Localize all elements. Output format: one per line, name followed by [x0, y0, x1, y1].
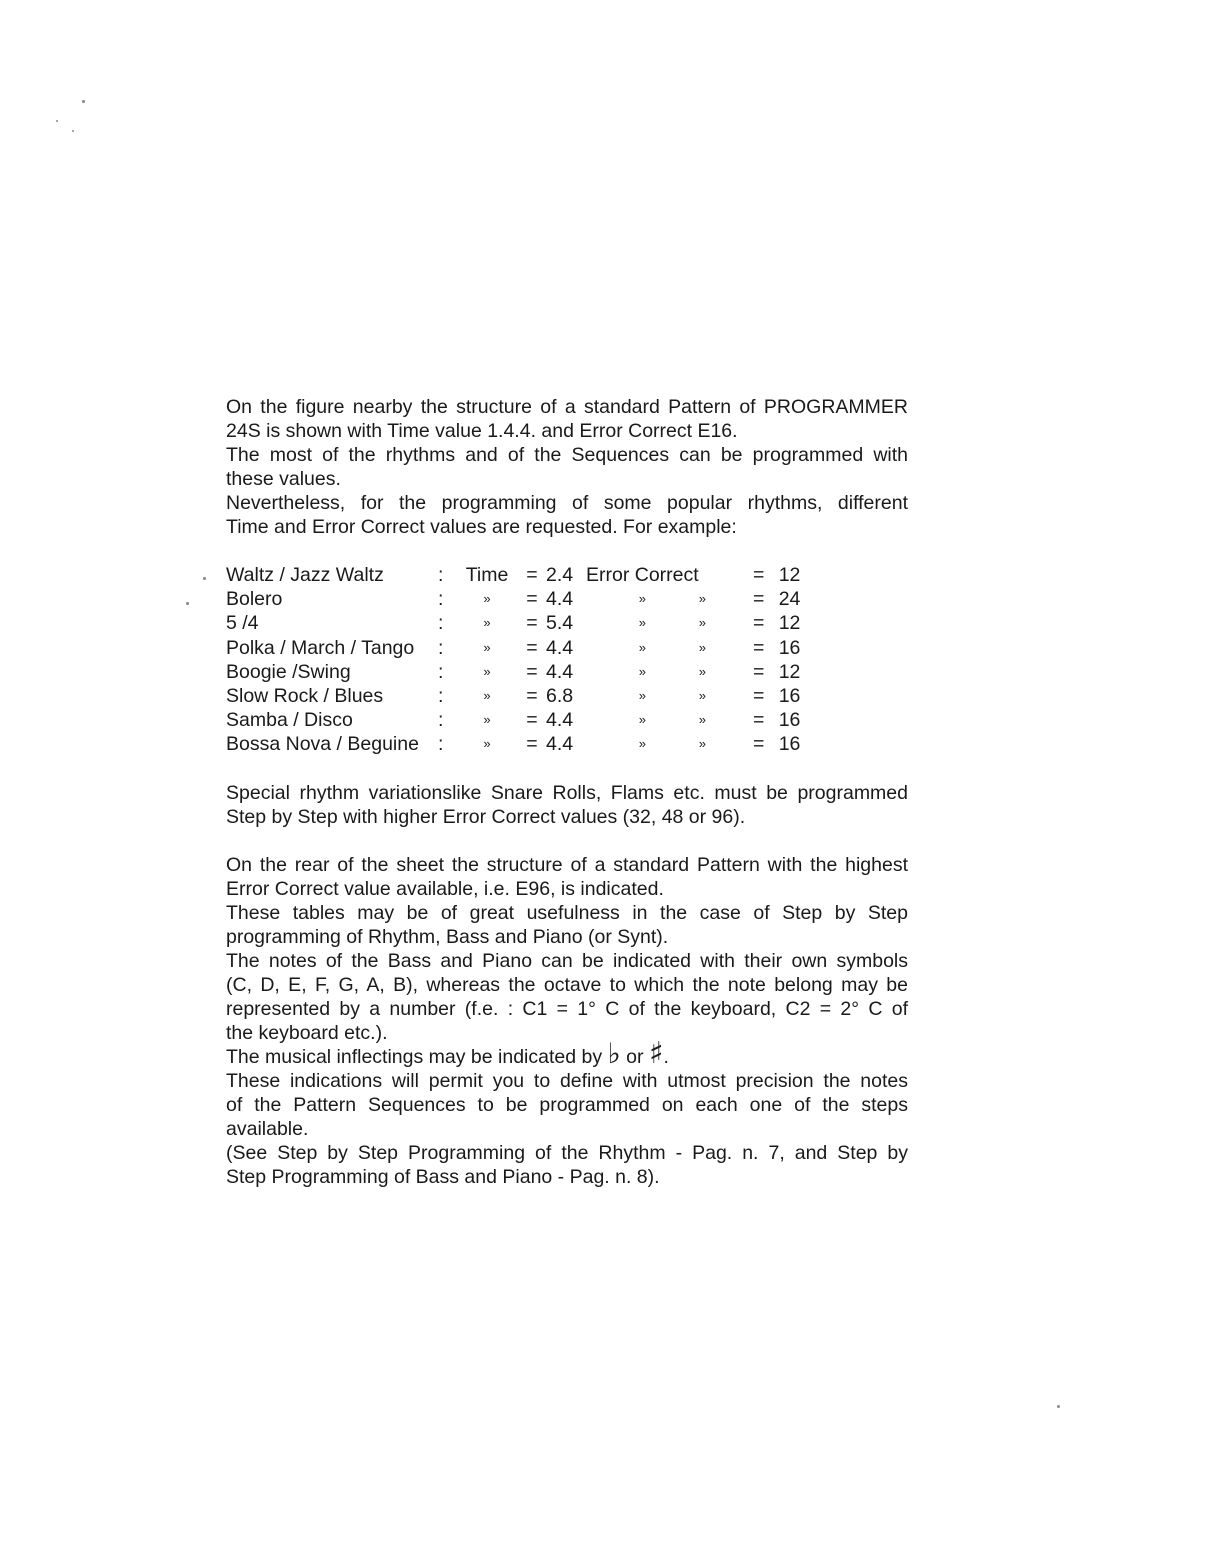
rear-line: Step Programming of Bass and Piano - Pag. n. 8).	[226, 1165, 660, 1188]
rear-line: the keyboard etc.).	[226, 1021, 388, 1044]
time-label: »	[483, 639, 491, 655]
error-correct-label: Error Correct	[586, 564, 699, 586]
rear-line: The notes of the Bass and Piano can be indicated with their own symbols	[226, 949, 908, 972]
error-correct-ditto: »	[698, 712, 706, 728]
time-equals: =	[526, 685, 538, 708]
colon-separator: :	[438, 709, 444, 732]
error-correct-equals: =	[752, 709, 765, 732]
rhythm-name: Bolero	[226, 588, 283, 611]
scan-speck	[82, 100, 85, 103]
sharp-symbol-icon: ♯	[648, 1035, 664, 1071]
time-label: »	[483, 663, 491, 679]
rear-paragraph	[226, 853, 908, 1189]
rhythm-values-table	[226, 563, 819, 757]
colon-separator: :	[438, 733, 444, 756]
error-correct-ditto: »	[698, 591, 706, 607]
rear-line: available.	[226, 1117, 309, 1140]
table-row	[226, 660, 819, 684]
intro-line: these values.	[226, 468, 341, 490]
intro-line: Nevertheless, for the programming of some popular rhythms, different	[226, 492, 908, 514]
rhythm-name: Bossa Nova / Beguine	[226, 733, 419, 756]
intro-line: On the figure nearby the structure of a standard Pattern of PROGRAMMER	[226, 396, 908, 418]
time-label: »	[483, 712, 491, 728]
error-correct-label: »	[638, 591, 646, 607]
table-row	[226, 708, 819, 732]
error-correct-ditto: »	[698, 663, 706, 679]
error-correct-equals: =	[752, 685, 765, 708]
inflections-end: .	[663, 1045, 669, 1068]
time-equals: =	[526, 660, 538, 683]
time-equals: =	[526, 612, 538, 635]
rhythm-name: Boogie /Swing	[226, 660, 351, 683]
time-label: »	[483, 615, 491, 631]
colon-separator: :	[438, 588, 444, 611]
rhythm-name: Polka / March / Tango	[226, 636, 415, 659]
scan-speck	[203, 577, 206, 580]
scan-speck	[56, 120, 58, 122]
error-correct-ditto: »	[698, 615, 706, 631]
colon-separator: :	[438, 564, 444, 586]
error-correct-ditto	[699, 563, 739, 587]
error-correct-equals: =	[752, 733, 765, 756]
error-correct-label: »	[638, 615, 646, 631]
rear-line: Error Correct value available, i.e. E96, is indicated.	[226, 877, 664, 900]
error-correct-value: 16	[778, 636, 801, 659]
error-correct-equals: =	[752, 636, 765, 659]
special-paragraph	[226, 781, 908, 829]
time-equals: =	[526, 709, 538, 732]
time-value: 4.4	[546, 588, 574, 611]
time-equals: =	[526, 588, 538, 611]
time-value: 5.4	[546, 612, 574, 635]
error-correct-label: »	[638, 736, 646, 752]
colon-separator: :	[438, 685, 444, 708]
scan-speck	[186, 602, 189, 605]
intro-line: The most of the rhythms and of the Sequences can be programmed with	[226, 444, 908, 466]
error-correct-label: »	[638, 663, 646, 679]
rear-line: programming of Rhythm, Bass and Piano (or Synt).	[226, 925, 669, 948]
error-correct-equals: =	[752, 564, 765, 586]
scan-speck	[72, 130, 74, 132]
time-label: »	[483, 736, 491, 752]
time-value: 2.4	[546, 564, 574, 586]
time-label: Time	[465, 564, 509, 586]
special-line: Step by Step with higher Error Correct values (32, 48 or 96).	[226, 805, 746, 828]
error-correct-ditto: »	[698, 639, 706, 655]
intro-paragraph	[226, 395, 908, 539]
error-correct-label: »	[638, 712, 646, 728]
rhythm-name: Waltz / Jazz Waltz	[226, 564, 384, 586]
rear-line: of the Pattern Sequences to be programmed on each one of the steps	[226, 1093, 908, 1116]
error-correct-value: 16	[778, 733, 801, 756]
rear-line: (See Step by Step Programming of the Rhythm - Pag. n. 7, and Step by	[226, 1141, 908, 1164]
rear-line: represented by a number (f.e. : C1 = 1° C of the keyboard, C2 = 2° C of	[226, 997, 908, 1020]
time-value: 4.4	[546, 733, 574, 756]
table-row	[226, 587, 819, 611]
rear-line: These indications will permit you to define with utmost precision the notes	[226, 1069, 908, 1092]
time-label: »	[483, 688, 491, 704]
special-line: Special rhythm variationslike Snare Rolls, Flams etc. must be programmed	[226, 781, 908, 804]
time-equals: =	[526, 733, 538, 756]
rear-line: These tables may be of great usefulness in the case of Step by Step	[226, 901, 908, 924]
table-row	[226, 684, 819, 708]
time-value: 4.4	[546, 636, 574, 659]
error-correct-ditto: »	[698, 688, 706, 704]
colon-separator: :	[438, 612, 444, 635]
error-correct-value: 24	[778, 588, 801, 611]
error-correct-label: »	[638, 688, 646, 704]
error-correct-value: 12	[778, 612, 801, 635]
error-correct-label: »	[638, 639, 646, 655]
inflections-text: The musical inflectings may be indicated by	[226, 1045, 608, 1068]
inflections-or: or	[620, 1045, 649, 1068]
time-label: »	[483, 591, 491, 607]
rear-line-inflections	[226, 1035, 908, 1071]
rhythm-name: 5 /4	[226, 612, 259, 635]
rhythm-name: Slow Rock / Blues	[226, 685, 384, 708]
error-correct-value: 16	[778, 709, 801, 732]
colon-separator: :	[438, 660, 444, 683]
colon-separator: :	[438, 636, 444, 659]
table-row	[226, 636, 819, 660]
table-row	[226, 611, 819, 635]
error-correct-value: 12	[778, 564, 801, 586]
intro-line: 24S is shown with Time value 1.4.4. and Error Correct E16.	[226, 420, 738, 442]
error-correct-value: 16	[778, 685, 801, 708]
intro-line: Time and Error Correct values are requested. For example:	[226, 516, 737, 538]
rear-line: On the rear of the sheet the structure of a standard Pattern with the highest	[226, 853, 908, 876]
error-correct-ditto: »	[698, 736, 706, 752]
flat-symbol-icon: ♭	[607, 1036, 621, 1070]
time-value: 6.8	[546, 685, 574, 708]
error-correct-value: 12	[778, 660, 801, 683]
error-correct-equals: =	[752, 660, 765, 683]
time-value: 4.4	[546, 660, 574, 683]
rear-line: (C, D, E, F, G, A, B), whereas the octave to which the note belong may be	[226, 973, 908, 996]
scan-speck	[1057, 1405, 1060, 1408]
rhythm-name: Samba / Disco	[226, 709, 353, 732]
table-row	[226, 563, 819, 587]
time-equals: =	[526, 636, 538, 659]
time-value: 4.4	[546, 709, 574, 732]
document-body	[226, 395, 908, 1189]
table-row	[226, 732, 819, 756]
error-correct-equals: =	[752, 612, 765, 635]
time-equals: =	[526, 564, 538, 586]
error-correct-equals: =	[752, 588, 765, 611]
